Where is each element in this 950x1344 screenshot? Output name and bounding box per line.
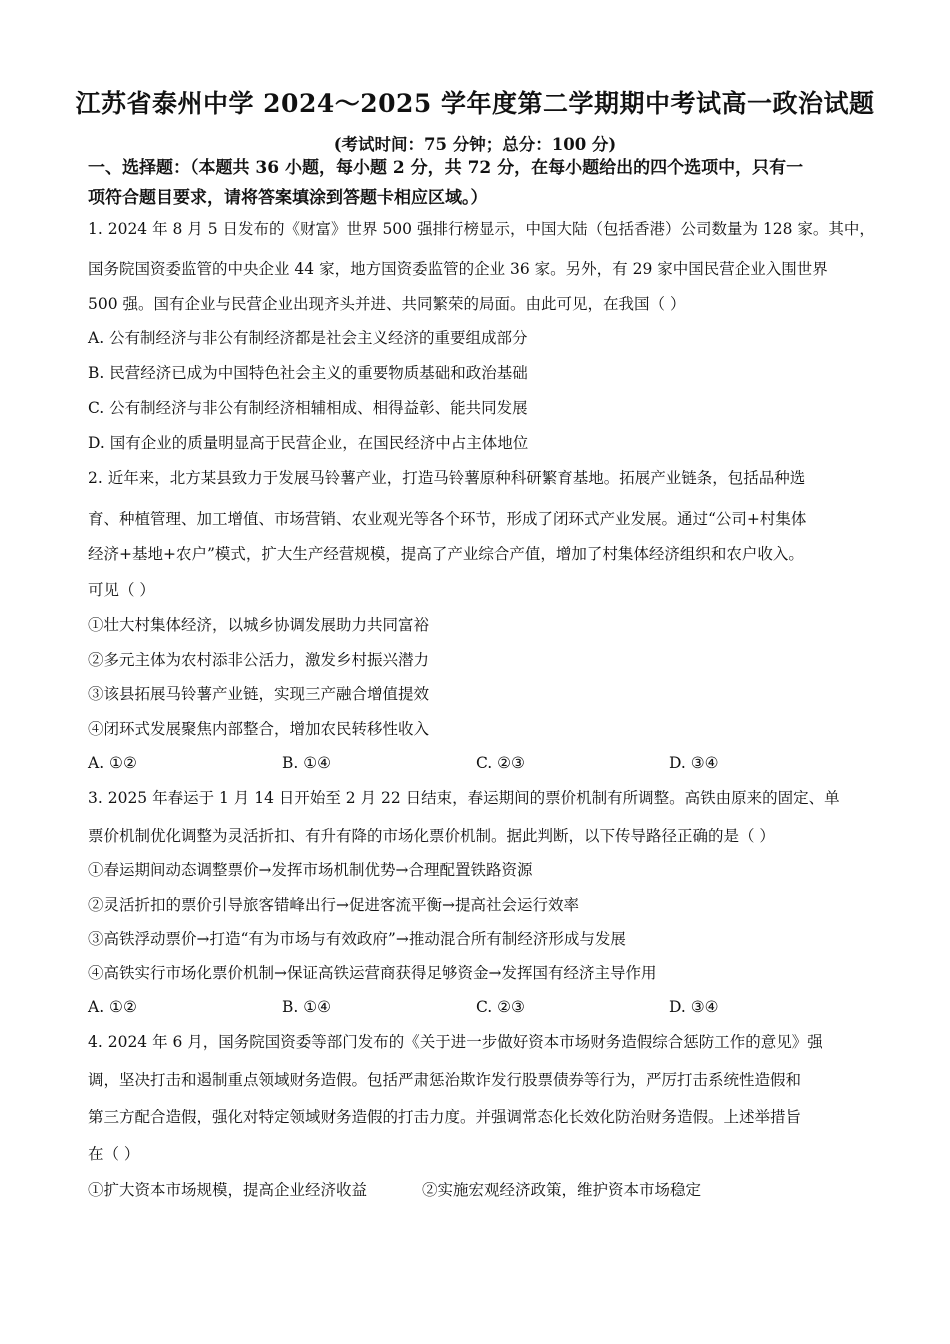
- q2-item: ①壮大村集体经济，以城乡协调发展助力共同富裕: [88, 616, 430, 634]
- q3-stem-line: 票价机制优化调整为灵活折扣、有升有降的市场化票价机制。据此判断，以下传导路径正确的是（ ）: [88, 827, 775, 845]
- q3-choice-d: D. ③④: [669, 998, 719, 1016]
- q2-stem-line: 2. 近年来，北方某县致力于发展马铃薯产业，打造马铃薯原种科研繁育基地。拓展产业链条，包括品种选: [88, 469, 806, 487]
- section-heading-line-1: 一、选择题：（本题共 36 小题，每小题 2 分，共 72 分，在每小题给出的四个选项中，只有一: [88, 158, 804, 178]
- q4-stem-line: 在（ ）: [88, 1145, 140, 1163]
- exam-info: (考试时间：75 分钟；总分：100 分): [333, 135, 617, 154]
- section-heading-line-2: 项符合题目要求，请将答案填涂到答题卡相应区域。）: [88, 188, 488, 208]
- q2-item: ③该县拓展马铃薯产业链，实现三产融合增值提效: [88, 685, 430, 703]
- q2-choice-b: B. ①④: [282, 754, 332, 772]
- q4-stem-line: 4. 2024 年 6 月，国务院国资委等部门发布的《关于进一步做好资本市场财务造假综合惩防工作的意见》强: [88, 1033, 823, 1051]
- q1-stem-line: 国务院国资委监管的中央企业 44 家，地方国资委监管的企业 36 家。另外，有 29 家中国民营企业入围世界: [88, 260, 828, 278]
- page-title: 江苏省泰州中学 2024～2025 学年度第二学期期中考试高一政治试题: [75, 89, 875, 118]
- q4-item: ②实施宏观经济政策，维护资本市场稳定: [422, 1181, 702, 1199]
- q1-stem-line: 1. 2024 年 8 月 5 日发布的《财富》世界 500 强排行榜显示，中国大陆（包括香港）公司数量为 128 家。其中，: [88, 220, 875, 238]
- q1-stem-line: 500 强。国有企业与民营企业出现齐头并进、共同繁荣的局面。由此可见，在我国（ ）: [88, 295, 686, 313]
- q3-choice-c: C. ②③: [476, 998, 525, 1016]
- q2-item: ④闭环式发展聚焦内部整合，增加农民转移性收入: [88, 720, 430, 738]
- q1-option-d: D. 国有企业的质量明显高于民营企业，在国民经济中占主体地位: [88, 434, 529, 452]
- q4-stem-line: 调，坚决打击和遏制重点领域财务造假。包括严肃惩治欺诈发行股票债券等行为，严厉打击系统性造假和: [88, 1071, 802, 1089]
- q3-choice-a: A. ①②: [88, 998, 137, 1016]
- q2-stem-line: 育、种植管理、加工增值、市场营销、农业观光等各个环节，形成了闭环式产业发展。通过“公司+村集体: [88, 510, 807, 528]
- q3-stem-line: 3. 2025 年春运于 1 月 14 日开始至 2 月 22 日结束，春运期间的票价机制有所调整。高铁由原来的固定、单: [88, 789, 840, 807]
- q3-item: ③高铁浮动票价→打造“有为市场与有效政府”→推动混合所有制经济形成与发展: [88, 930, 626, 948]
- q2-stem-line: 可见（ ）: [88, 581, 155, 599]
- q1-option-a: A. 公有制经济与非公有制经济都是社会主义经济的重要组成部分: [88, 329, 528, 347]
- q2-choice-c: C. ②③: [476, 754, 525, 772]
- q2-item: ②多元主体为农村添非公活力，激发乡村振兴潜力: [88, 651, 430, 669]
- q2-choice-a: A. ①②: [88, 754, 137, 772]
- q2-choice-d: D. ③④: [669, 754, 719, 772]
- q3-item: ①春运期间动态调整票价→发挥市场机制优势→合理配置铁路资源: [88, 861, 533, 879]
- q1-option-c: C. 公有制经济与非公有制经济相辅相成、相得益彰、能共同发展: [88, 399, 528, 417]
- q4-item: ①扩大资本市场规模，提高企业经济收益: [88, 1181, 368, 1199]
- q2-stem-line: 经济+基地+农户”模式，扩大生产经营规模，提高了产业综合产值，增加了村集体经济组织和农户收入。: [88, 545, 804, 563]
- q3-choice-b: B. ①④: [282, 998, 332, 1016]
- q4-stem-line: 第三方配合造假，强化对特定领域财务造假的打击力度。并强调常态化长效化防治财务造假。上述举措旨: [88, 1108, 802, 1126]
- q3-item: ②灵活折扣的票价引导旅客错峰出行→促进客流平衡→提高社会运行效率: [88, 896, 579, 914]
- q1-option-b: B. 民营经济已成为中国特色社会主义的重要物质基础和政治基础: [88, 364, 528, 382]
- q3-item: ④高铁实行市场化票价机制→保证高铁运营商获得足够资金→发挥国有经济主导作用: [88, 964, 657, 982]
